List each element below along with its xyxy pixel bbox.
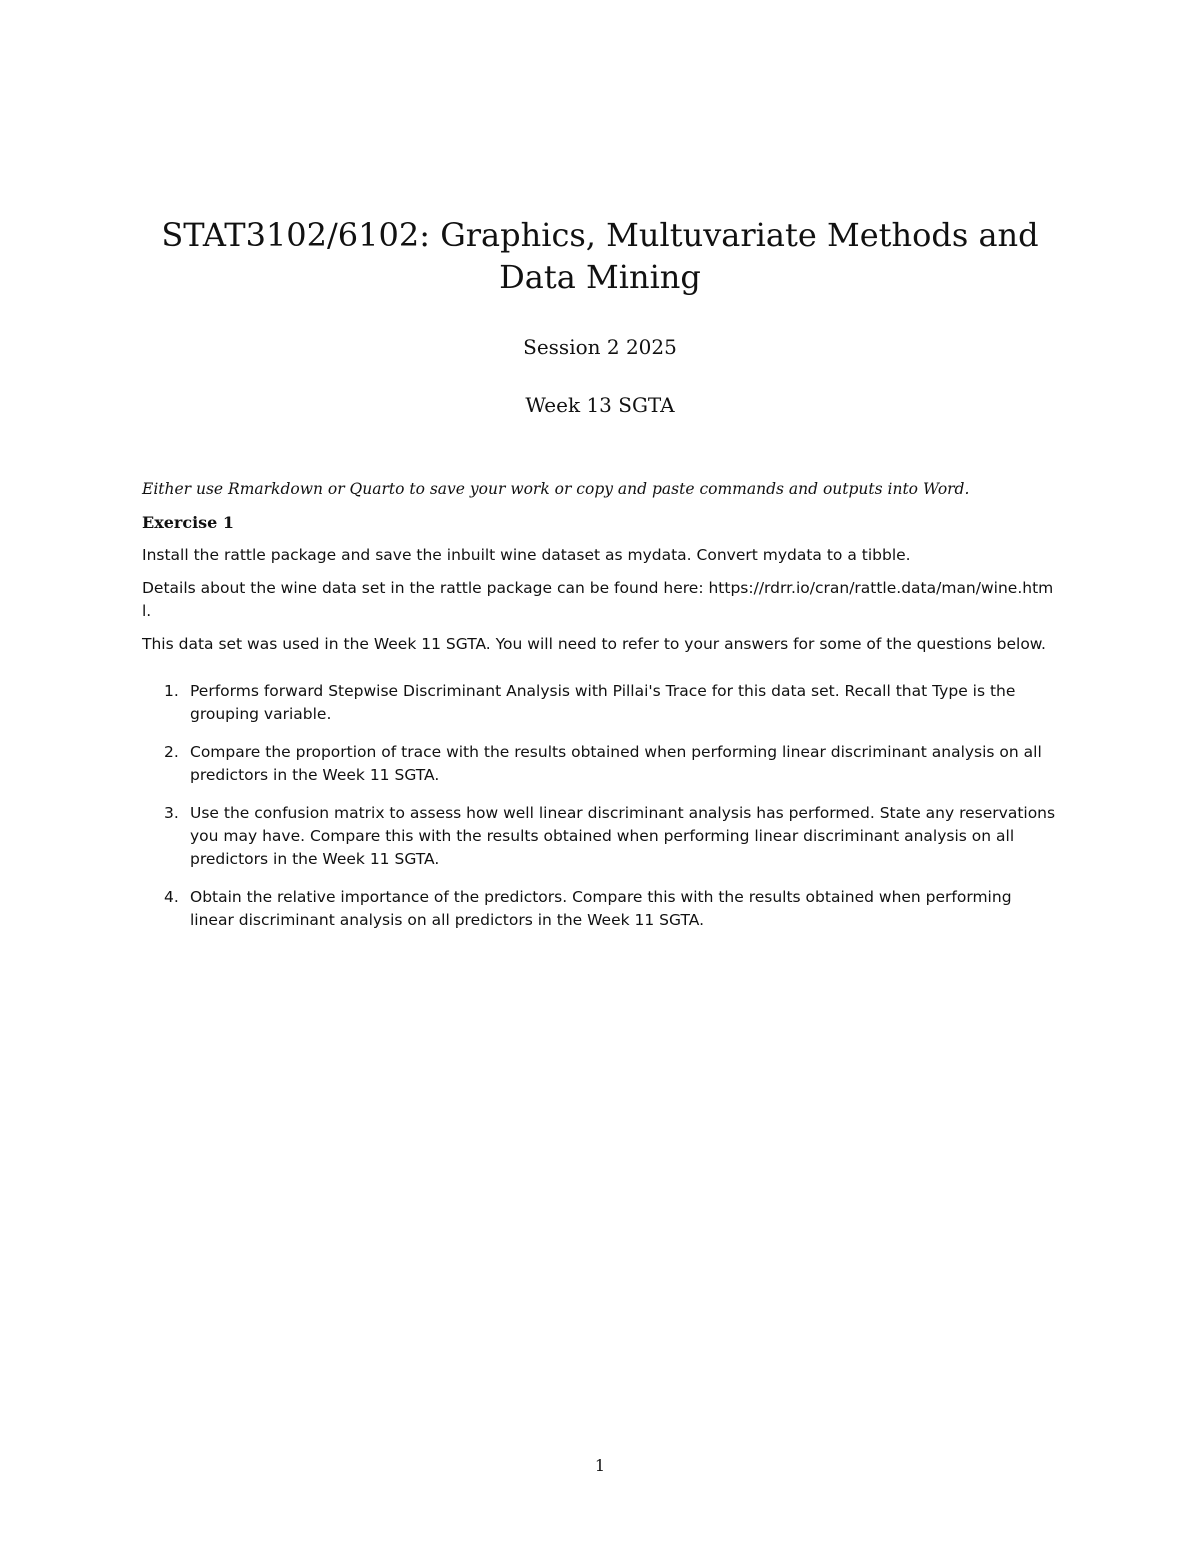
question-text: Performs forward Stepwise Discriminant Analysis with Pillai's Trace for this data set. Recall that Type is the grouping variable. bbox=[190, 682, 1016, 723]
exercise-paragraph: Install the rattle package and save the inbuilt wine dataset as mydata. Convert mydata to a tibble. bbox=[142, 546, 911, 564]
question-list bbox=[142, 680, 1060, 932]
document-title: STAT3102/6102: Graphics, Multuvariate Methods and Data Mining bbox=[161, 216, 1039, 296]
question-number: 4. bbox=[164, 888, 179, 906]
exercise-heading: Exercise 1 bbox=[142, 513, 235, 532]
question-item bbox=[142, 802, 1060, 871]
question-text: Use the confusion matrix to assess how well linear discriminant analysis has performed. State any reservations you may have. Compare this with the results obtained when performing linear discriminant analysis on all predictors in the Week 11 SGTA. bbox=[190, 804, 1056, 868]
question-item bbox=[142, 886, 1060, 932]
question-item bbox=[142, 741, 1060, 787]
question-number: 2. bbox=[164, 743, 179, 761]
question-text: Compare the proportion of trace with the results obtained when performing linear discriminant analysis on all predictors in the Week 11 SGTA. bbox=[190, 743, 1042, 784]
question-number: 1. bbox=[164, 682, 179, 700]
title-block bbox=[140, 214, 1060, 298]
exercise-paragraph: This data set was used in the Week 11 SGTA. You will need to refer to your answers for some of the questions below. bbox=[142, 635, 1046, 653]
document-body bbox=[142, 478, 1060, 947]
question-item bbox=[142, 680, 1060, 726]
page-number: 1 bbox=[594, 1456, 606, 1475]
question-text: Obtain the relative importance of the predictors. Compare this with the results obtained when performing linear discriminant analysis on all predictors in the Week 11 SGTA. bbox=[190, 888, 1012, 929]
intro-instruction: Either use Rmarkdown or Quarto to save your work or copy and paste commands and outputs into Word. bbox=[142, 480, 970, 498]
exercise-paragraph-url: Details about the wine data set in the rattle package can be found here: https://rdrr.io/cran/rattle.data/man/wine.html. bbox=[142, 579, 1054, 620]
question-number: 3. bbox=[164, 804, 179, 822]
week-label: Week 13 SGTA bbox=[525, 393, 675, 417]
session-label: Session 2 2025 bbox=[523, 335, 677, 359]
